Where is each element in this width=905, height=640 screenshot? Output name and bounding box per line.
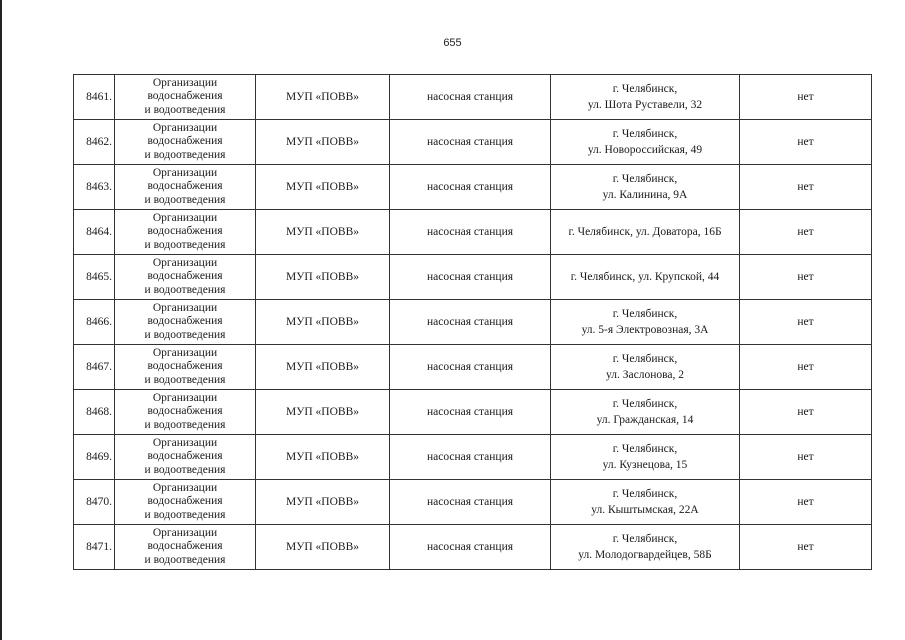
flag-cell: нет xyxy=(740,210,872,255)
organization-type-line: Организации xyxy=(152,166,218,179)
object-type-cell: насосная станция xyxy=(390,480,551,525)
address-line: ул. Заслонова, 2 xyxy=(606,369,684,381)
organization-type-cell xyxy=(115,435,256,480)
flag-cell: нет xyxy=(740,435,872,480)
organization-type-line: водоснабжения xyxy=(147,90,223,103)
row-number-cell: 8464. xyxy=(74,210,115,255)
organization-type-cell xyxy=(115,75,256,120)
address-line: ул. 5-я Электровозная, 3А xyxy=(581,324,709,336)
organization-type-cell xyxy=(115,480,256,525)
row-number-cell: 8468. xyxy=(74,390,115,435)
organization-type-line: Организации xyxy=(152,121,218,134)
object-type-cell: насосная станция xyxy=(390,525,551,570)
organization-type-line: и водоотведения xyxy=(144,283,226,296)
address-cell xyxy=(551,120,740,165)
address-cell xyxy=(551,345,740,390)
organization-type-line: Организации xyxy=(152,76,218,89)
organization-type-line: Организации xyxy=(152,211,218,224)
table-row xyxy=(74,300,872,345)
row-number-cell: 8462. xyxy=(74,120,115,165)
row-number-cell: 8470. xyxy=(74,480,115,525)
address-cell xyxy=(551,390,740,435)
organization-type-line: и водоотведения xyxy=(144,193,226,206)
address-line: ул. Кыштымская, 22А xyxy=(591,504,699,516)
organization-type-line: Организации xyxy=(152,256,218,269)
address-line: ул. Шота Руставели, 32 xyxy=(587,99,703,111)
organization-type-line: Организации xyxy=(152,481,218,494)
flag-cell: нет xyxy=(740,390,872,435)
organization-type-line: водоснабжения xyxy=(147,495,223,508)
address-line: г. Челябинск, xyxy=(612,398,678,410)
entity-cell: МУП «ПОВВ» xyxy=(256,525,390,570)
object-type-cell: насосная станция xyxy=(390,75,551,120)
organization-type-line: водоснабжения xyxy=(147,450,223,463)
organization-type-cell xyxy=(115,345,256,390)
entity-cell: МУП «ПОВВ» xyxy=(256,255,390,300)
organization-type-line: и водоотведения xyxy=(144,418,226,431)
registry-table-body xyxy=(74,75,872,570)
object-type-cell: насосная станция xyxy=(390,120,551,165)
object-type-cell: насосная станция xyxy=(390,435,551,480)
entity-cell: МУП «ПОВВ» xyxy=(256,210,390,255)
address-cell xyxy=(551,480,740,525)
organization-type-line: и водоотведения xyxy=(144,508,226,521)
page-left-border xyxy=(0,0,2,640)
address-line: г. Челябинск, xyxy=(612,173,678,185)
table-row xyxy=(74,480,872,525)
address-line: ул. Гражданская, 14 xyxy=(596,414,694,426)
entity-cell: МУП «ПОВВ» xyxy=(256,165,390,210)
row-number-cell: 8465. xyxy=(74,255,115,300)
flag-cell: нет xyxy=(740,75,872,120)
organization-type-line: и водоотведения xyxy=(144,103,226,116)
organization-type-line: водоснабжения xyxy=(147,135,223,148)
object-type-cell: насосная станция xyxy=(390,255,551,300)
row-number-cell: 8469. xyxy=(74,435,115,480)
table-row xyxy=(74,75,872,120)
object-type-cell: насосная станция xyxy=(390,345,551,390)
address-cell xyxy=(551,165,740,210)
address-line: г. Челябинск, xyxy=(612,353,678,365)
address-line: ул. Калинина, 9А xyxy=(602,189,688,201)
table-row xyxy=(74,120,872,165)
organization-type-line: Организации xyxy=(152,346,218,359)
address-line: г. Челябинск, xyxy=(612,443,678,455)
organization-type-line: и водоотведения xyxy=(144,328,226,341)
entity-cell: МУП «ПОВВ» xyxy=(256,75,390,120)
entity-cell: МУП «ПОВВ» xyxy=(256,345,390,390)
row-number-cell: 8466. xyxy=(74,300,115,345)
organization-type-line: водоснабжения xyxy=(147,540,223,553)
organization-type-line: и водоотведения xyxy=(144,148,226,161)
row-number-cell: 8461. xyxy=(74,75,115,120)
organization-type-line: Организации xyxy=(152,301,218,314)
row-number-cell: 8463. xyxy=(74,165,115,210)
entity-cell: МУП «ПОВВ» xyxy=(256,300,390,345)
entity-cell: МУП «ПОВВ» xyxy=(256,480,390,525)
organization-type-cell xyxy=(115,120,256,165)
organization-type-cell xyxy=(115,300,256,345)
address-line: г. Челябинск, xyxy=(612,308,678,320)
address-line: г. Челябинск, ул. Крупской, 44 xyxy=(570,271,720,283)
table-row xyxy=(74,345,872,390)
address-line: г. Челябинск, xyxy=(612,83,678,95)
organization-type-line: водоснабжения xyxy=(147,315,223,328)
row-number-cell: 8467. xyxy=(74,345,115,390)
entity-cell: МУП «ПОВВ» xyxy=(256,120,390,165)
table-row xyxy=(74,210,872,255)
organization-type-line: водоснабжения xyxy=(147,360,223,373)
address-cell xyxy=(551,300,740,345)
object-type-cell: насосная станция xyxy=(390,300,551,345)
entity-cell: МУП «ПОВВ» xyxy=(256,390,390,435)
address-line: г. Челябинск, xyxy=(612,533,678,545)
address-cell xyxy=(551,75,740,120)
organization-type-line: и водоотведения xyxy=(144,553,226,566)
organization-type-cell xyxy=(115,210,256,255)
page-number: 655 xyxy=(443,37,462,49)
table-row xyxy=(74,435,872,480)
address-cell xyxy=(551,435,740,480)
address-cell xyxy=(551,255,740,300)
flag-cell: нет xyxy=(740,525,872,570)
flag-cell: нет xyxy=(740,345,872,390)
organization-type-line: Организации xyxy=(152,391,218,404)
object-type-cell: насосная станция xyxy=(390,210,551,255)
table-row xyxy=(74,255,872,300)
address-cell xyxy=(551,525,740,570)
address-line: г. Челябинск, ул. Доватора, 16Б xyxy=(568,226,722,238)
organization-type-line: водоснабжения xyxy=(147,225,223,238)
organization-type-line: и водоотведения xyxy=(144,373,226,386)
table-row xyxy=(74,390,872,435)
organization-type-cell xyxy=(115,255,256,300)
organization-type-line: водоснабжения xyxy=(147,270,223,283)
address-line: ул. Кузнецова, 15 xyxy=(602,459,688,471)
address-line: ул. Молодогвардейцев, 58Б xyxy=(578,549,712,561)
organization-type-line: Организации xyxy=(152,436,218,449)
object-type-cell: насосная станция xyxy=(390,390,551,435)
row-number-cell: 8471. xyxy=(74,525,115,570)
organization-type-cell xyxy=(115,165,256,210)
organization-type-line: Организации xyxy=(152,526,218,539)
entity-cell: МУП «ПОВВ» xyxy=(256,435,390,480)
organization-type-cell xyxy=(115,390,256,435)
table-row xyxy=(74,525,872,570)
object-type-cell: насосная станция xyxy=(390,165,551,210)
flag-cell: нет xyxy=(740,120,872,165)
flag-cell: нет xyxy=(740,255,872,300)
flag-cell: нет xyxy=(740,165,872,210)
flag-cell: нет xyxy=(740,300,872,345)
registry-table xyxy=(73,74,872,570)
address-line: ул. Новороссийская, 49 xyxy=(587,144,703,156)
organization-type-line: водоснабжения xyxy=(147,405,223,418)
organization-type-line: и водоотведения xyxy=(144,463,226,476)
flag-cell: нет xyxy=(740,480,872,525)
table-row xyxy=(74,165,872,210)
address-cell xyxy=(551,210,740,255)
address-line: г. Челябинск, xyxy=(612,128,678,140)
address-line: г. Челябинск, xyxy=(612,488,678,500)
organization-type-cell xyxy=(115,525,256,570)
organization-type-line: водоснабжения xyxy=(147,180,223,193)
organization-type-line: и водоотведения xyxy=(144,238,226,251)
